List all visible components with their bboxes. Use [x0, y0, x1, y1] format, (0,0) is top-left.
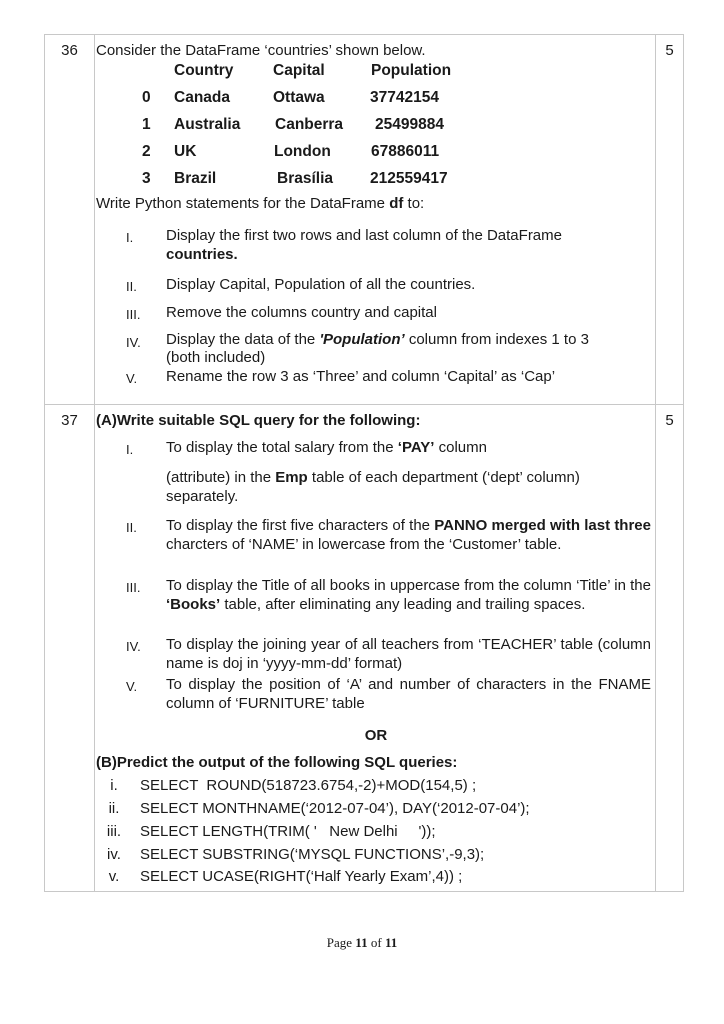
item-numeral: IV.: [126, 335, 141, 350]
item-text-line2: (both included): [166, 349, 266, 366]
df-index: 1: [142, 116, 151, 133]
item-numeral: iii.: [106, 823, 122, 840]
df-index: 3: [142, 170, 151, 187]
item-text: To display the joining year of all teachers from ‘TEACHER’ table (column name is doj in ‘yyyy-mm-dd’ format): [166, 636, 651, 672]
item-text-bold: PANNO merged with last three: [434, 517, 651, 534]
df-capital: Canberra: [275, 116, 344, 133]
sql-query: SELECT SUBSTRING(‘MYSQL FUNCTIONS’,-9,3);: [140, 846, 485, 863]
question-marks: 5: [655, 35, 683, 404]
df-country: Canada: [174, 89, 230, 106]
item-text-main: To display the Title of all books in uppercase from the column ‘Title’ in the: [166, 577, 651, 594]
item-text: Remove the columns country and capital: [166, 304, 437, 321]
item-text-bold: 'Population’: [319, 331, 405, 348]
item-numeral: ii.: [108, 800, 120, 817]
item-text-bold: countries.: [166, 246, 238, 263]
item-numeral: i.: [110, 777, 118, 794]
df-population: 37742154: [370, 89, 439, 106]
or-separator: OR: [364, 727, 388, 744]
df-header-country: Country: [174, 62, 234, 79]
df-country: Australia: [174, 116, 241, 133]
item-text: To display the position of ‘A’ and number of characters in the FNAME column of ‘FURNITURE’ table: [166, 676, 651, 712]
item-text: Display Capital, Population of all the countries.: [166, 276, 476, 293]
question-body: [96, 35, 656, 404]
item-numeral: I.: [126, 230, 134, 245]
item-text: [166, 576, 651, 614]
item-text-main: To display the total salary from the: [166, 439, 398, 456]
part-a-heading: (A)Write suitable SQL query for the following:: [96, 412, 421, 429]
df-index: 2: [142, 143, 151, 160]
question-row-37: [45, 404, 683, 891]
df-capital: Ottawa: [273, 89, 325, 106]
df-capital: Brasília: [277, 170, 334, 187]
df-country: UK: [174, 143, 197, 160]
item-text-main: Display the first two rows and last column of the DataFrame: [166, 227, 562, 244]
page-footer: [0, 935, 724, 951]
df-capital: London: [274, 143, 331, 160]
item-text: [166, 438, 651, 506]
df-population: 25499884: [375, 116, 444, 133]
question-number: 36: [45, 35, 95, 404]
item-text-end: charcters of ‘NAME’ in lowercase from the ‘Customer’ table.: [166, 536, 562, 553]
item-numeral: II.: [126, 279, 137, 294]
item-numeral: IV.: [126, 639, 141, 654]
sql-query: SELECT MONTHNAME(‘2012-07-04’), DAY(‘2012-07-04’);: [140, 800, 530, 817]
item-text-end: column: [434, 439, 487, 456]
item-numeral: v.: [108, 868, 120, 885]
footer-current-page: 11: [355, 935, 368, 950]
part-b-heading: (B)Predict the output of the following SQL queries:: [96, 754, 458, 771]
item-text: Rename the row 3 as ‘Three’ and column ‘Capital’ as ‘Cap’: [166, 368, 556, 385]
item-numeral: III.: [126, 307, 141, 322]
item-text-main: Display the data of the: [166, 331, 320, 348]
item-text-bold: Emp: [275, 469, 308, 486]
df-header-capital: Capital: [273, 62, 325, 79]
question-number: 37: [45, 405, 95, 891]
df-population: 212559417: [370, 170, 448, 187]
item-numeral: V.: [126, 371, 138, 386]
instruction-text: Write Python statements for the DataFrame: [96, 195, 390, 212]
item-text: [166, 331, 651, 367]
item-text-bold: ‘PAY’: [397, 439, 435, 456]
item-text-main: (attribute) in the: [166, 469, 276, 486]
question-intro: Consider the DataFrame ‘countries’ shown below.: [96, 42, 426, 59]
item-text-end: table, after eliminating any leading and trailing spaces.: [220, 596, 586, 613]
instruction-text-end: to:: [403, 195, 425, 212]
question-body: [96, 405, 656, 891]
item-numeral: II.: [126, 520, 137, 535]
item-text: [166, 226, 651, 264]
footer-total-pages: 11: [384, 935, 398, 950]
item-text: [166, 516, 651, 554]
sql-query: SELECT ROUND(518723.6754,-2)+MOD(154,5) ;: [140, 777, 477, 794]
item-text-end: table of each department (‘dept’ column): [307, 469, 580, 486]
item-text-end: column from indexes 1 to 3: [404, 331, 589, 348]
footer-of-label: of: [367, 935, 385, 950]
sql-query: SELECT UCASE(RIGHT(‘Half Yearly Exam’,4)) ;: [140, 868, 463, 885]
item-numeral: iv.: [107, 846, 121, 863]
df-population: 67886011: [371, 143, 440, 160]
df-index: 0: [142, 89, 151, 106]
df-header-population: Population: [371, 62, 452, 79]
question-table: [44, 34, 684, 892]
item-numeral: III.: [126, 580, 141, 595]
item-text-line3: separately.: [166, 488, 239, 505]
question-row-36: [45, 35, 683, 404]
sql-query: SELECT LENGTH(TRIM( ' New Delhi '));: [140, 823, 436, 840]
instruction-bold: df: [389, 195, 404, 212]
question-marks: 5: [655, 405, 683, 891]
instruction: [96, 195, 424, 213]
item-numeral: V.: [126, 679, 138, 694]
item-text-main: To display the first five characters of the: [166, 517, 435, 534]
footer-page-label: Page: [326, 935, 356, 950]
item-numeral: I.: [126, 442, 134, 457]
item-text-bold: ‘Books’: [166, 596, 221, 613]
df-country: Brazil: [174, 170, 217, 187]
